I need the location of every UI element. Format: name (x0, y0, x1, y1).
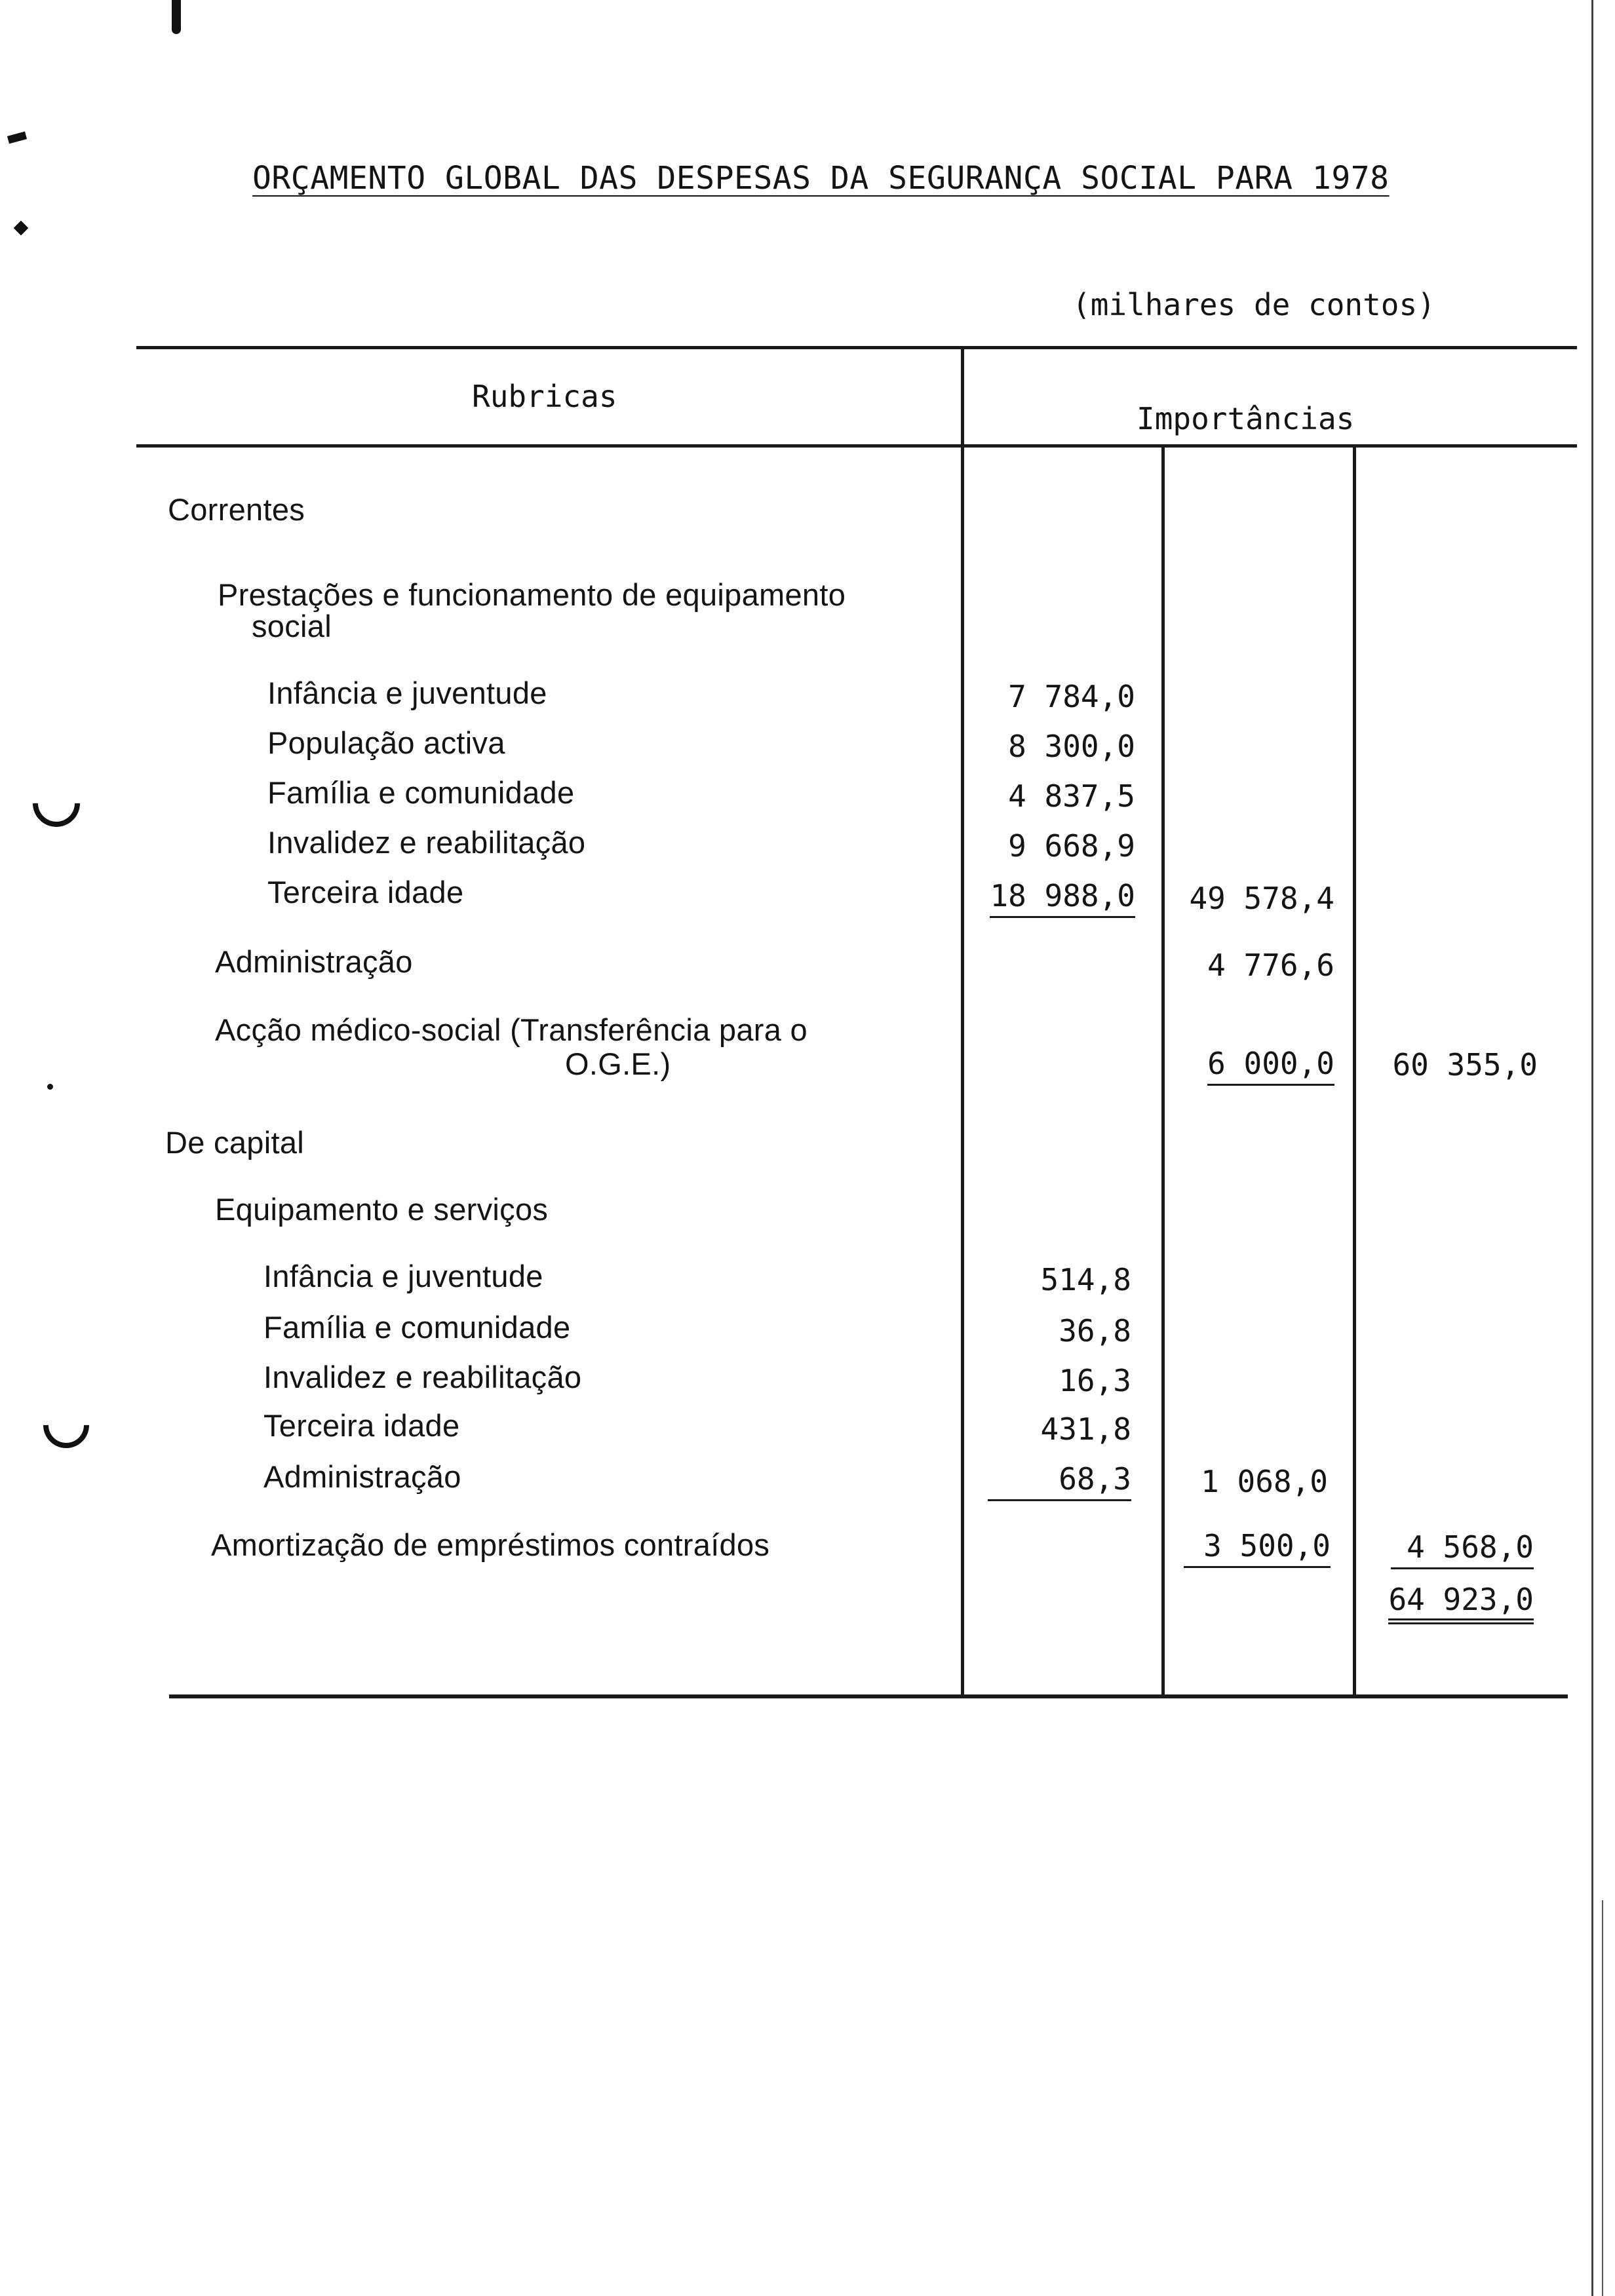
scan-mark (1591, 0, 1593, 2296)
group-prestacoes-cont: social (252, 609, 332, 643)
grand-total-value: 64 923,0 (1388, 1582, 1534, 1624)
group-equipamento: Equipamento e serviços (215, 1192, 549, 1227)
row-label-administracao: Administração (215, 944, 413, 979)
column-divider (1353, 446, 1356, 1697)
scan-mark (34, 1393, 99, 1458)
row-value: 6 000,0 (1207, 1046, 1334, 1086)
section-total-value: 4 568,0 (1391, 1529, 1534, 1569)
row-value: 514,8 (1040, 1262, 1131, 1297)
units-note: (milhares de contos) (1072, 287, 1435, 322)
scan-mark (23, 770, 90, 837)
row-label: População activa (267, 725, 505, 760)
row-label: Infância e juventude (267, 676, 547, 710)
scan-mark (47, 1084, 53, 1090)
row-value: 68,3 (988, 1461, 1131, 1501)
row-value: 4 837,5 (1008, 778, 1135, 814)
column-divider (961, 346, 964, 1697)
row-label: Terceira idade (267, 875, 464, 909)
page-title: ORÇAMENTO GLOBAL DAS DESPESAS DA SEGURANÇA SOCIAL PARA 1978 (252, 160, 1390, 197)
section-correntes: Correntes (168, 492, 305, 527)
table-bottom-rule (169, 1694, 1568, 1698)
row-value: 18 988,0 (990, 878, 1135, 918)
row-label: Terceira idade (263, 1408, 460, 1443)
group-prestacoes: Prestações e funcionamento de equipamento (218, 577, 846, 612)
row-label: Administração (263, 1459, 461, 1494)
subtotal-value: 1 068,0 (1201, 1464, 1328, 1499)
row-label: Família e comunidade (263, 1310, 571, 1345)
row-value: 3 500,0 (1184, 1528, 1331, 1568)
section-total-value: 60 355,0 (1392, 1047, 1538, 1082)
scan-mark (172, 0, 181, 34)
row-value: 9 668,9 (1008, 828, 1135, 864)
row-value: 7 784,0 (1008, 679, 1135, 714)
section-capital: De capital (165, 1125, 304, 1160)
column-divider (1161, 446, 1165, 1697)
scan-mark (7, 132, 27, 144)
row-label: Invalidez e reabilitação (263, 1360, 582, 1394)
row-label-accao-cont: O.G.E.) (565, 1046, 671, 1081)
header-rubricas: Rubricas (472, 379, 617, 414)
row-value: 16,3 (1059, 1363, 1131, 1398)
scan-mark (1602, 1900, 1603, 2296)
table-top-rule (136, 346, 1577, 349)
row-value: 8 300,0 (1008, 729, 1135, 764)
header-rule (136, 444, 1577, 448)
row-label-accao: Acção médico-social (Transferência para o (215, 1012, 808, 1047)
row-label: Invalidez e reabilitação (267, 825, 586, 860)
row-label-amortizacao: Amortização de empréstimos contraídos (211, 1527, 770, 1562)
scan-mark (14, 221, 29, 236)
subtotal-value: 49 578,4 (1189, 881, 1334, 916)
row-value: 36,8 (1059, 1313, 1131, 1349)
row-label: Família e comunidade (267, 775, 575, 810)
row-value: 431,8 (1040, 1411, 1131, 1447)
row-value: 4 776,6 (1207, 947, 1334, 983)
row-label: Infância e juventude (263, 1259, 543, 1293)
header-importancias: Importâncias (1137, 401, 1355, 436)
